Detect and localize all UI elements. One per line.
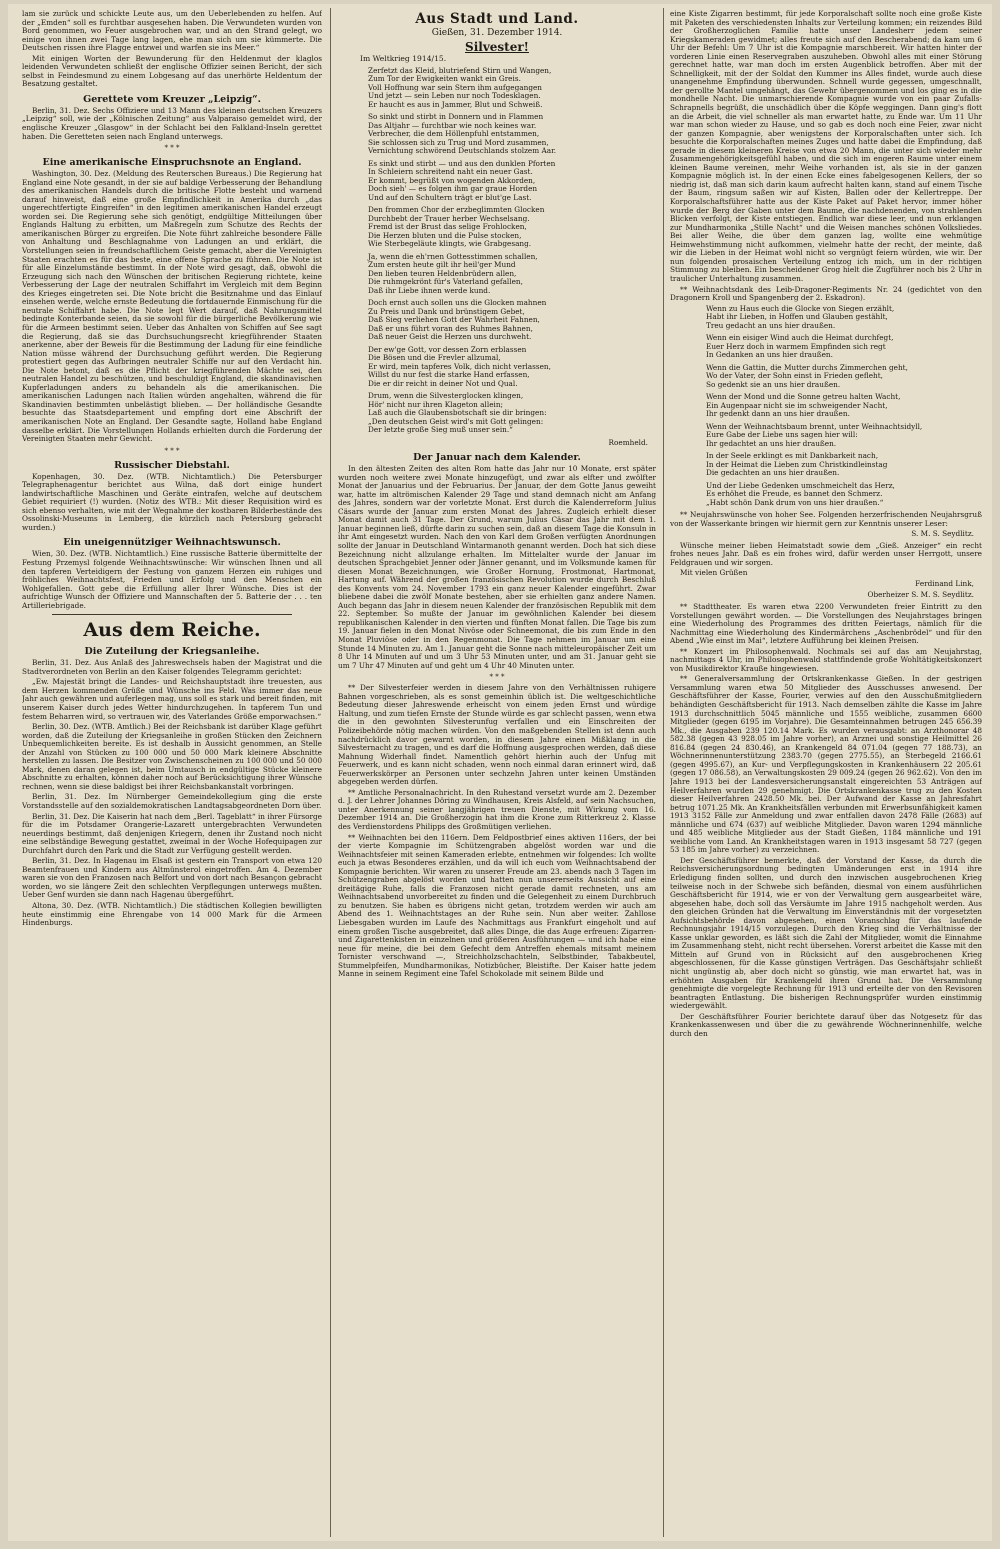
greeting: Mit vielen Grüßen [680, 568, 748, 578]
poem-line: Er haucht es aus in Jammer, Blut und Schweiß. [368, 99, 543, 109]
article-text: ** Der Silvesterfeier werden in diesem Jahre von den Verhältnissen ruhigere Bahnen vorgeschrieben, als es sonst gemeinhin üblich ist. Die weltgeschichtliche Bedeutung dieser Jahreswende erheischt von einem jeden Ernst und würdige Haltung, und zum tiefen Ernste der Stunde würde es gar schlecht passen, wenn etwa die in den gewohnten Silvesterunfug verfallen und ein Einschreiten der Polizeibehörde nötig machen würden. Von den maßgebenden Stellen ist denn auch nachdrücklich davor gewarnt worden, in diesem Jahre einen Mißklang in die Silvesternacht zu tragen, und es darf die Hoffnung ausgesprochen werden, daß diese Mahnung Widerhall findet. Namentlich gehört hierhin auch der Unfug mit Feuerwerk, und es kann nicht schaden, wenn noch einmal daran erinnert wird, daß Feuerwerkskörper an Personen unter sechzehn Jahren unter keinen Umständen abgegeben werden dürfen. [338, 683, 656, 787]
poem-line: Drum, wenn die Silvesterglocken klingen, [368, 391, 524, 401]
poem-line: Das Altjahr — furchtbar wie noch keines war. [368, 120, 537, 130]
separator: * * * [489, 673, 505, 682]
article-text: ** Weihnachtsdank des Leib-Dragoner-Regiments Nr. 24 (gedichtet von den Dragonern Kroll und Spangenberg der 2. Eskadron). [670, 284, 982, 303]
poem-stanza [706, 393, 976, 419]
article-text: Washington, 30. Dez. (Meldung des Reuterschen Bureaus.) Die Regierung hat England eine Note gesandt, in der sie auf baldige Verbesserung der Behandlung des amerikanischen Handels durch die britische Flotte besteht und warnend darauf hinweist, daß eine große Empfindlichkeit in Amerika durch „das ungerechtfertigte Eingreifen“ in den legitimen amerikanischen Handel erzeugt worden sei. Die Regierung sehe sich genötigt, endgültige Mitteilungen über Englands Haltung zu erbitten, um Maßregeln zum Schutze des Rechts der amerikanischen Bürger zu ergreifen. Die Note führt zahlreiche besondere Fälle von Anhaltung und Beschlagnahme von Ladungen an und erklärt, die Vorstellungen seien in freundschaftlichem Geiste gemacht, aber die Vereinigten Staaten erachten es für das beste, eine offene Sprache zu führen. Die Note ist für alle Einzelumstände bestimmt. In der Note wird gesagt, daß, obwohl die Erzeugung sich nach den Wünschen der britischen Regierung richtete, keine Verbesserung der Lage der neutralen Schiffahrt im Vergleich mit dem Beginn des Krieges eingetreten sei. Die Note bricht die Besitznahme und das Einlauf einsehen werde, welche ernste Bedeutung die fortdauernde Einmischung für die neutrale Schiffahrt habe. Die Note legt Wert darauf, daß Nahrungsmittel bedingte Konterbande seien, da sie sowohl für die bürgerliche Bevölkerung wie für die Armeen bestimmt seien. Ueber das Anhalten von Schiffen auf See sagt die Regierung, daß sie das Durchsuchungsrecht kriegführender Staaten anerkenne, aber der Beweis für die Bestimmung der Ladung für eine feindliche Nation müsse während der Durchsuchung geführt werden. Die Regierung protestiert gegen das Aufbringen neutraler Schiffe nur auf den Verdacht hin. Die Note betont, daß es die Pflicht der kriegführenden Mächte sei, den neutralen Handel zu beschützen, und beschuldigt England, die skandinavischen Kupferladungen anders zu behandeln als die amerikanischen. Die amerikanischen Ladungen nach Italien würden angehalten, während die für Skandinavien bestimmten unbelästigt blieben. — Der holländische Gesandte besuchte das Staatsdepartement und empfing dort eine Abschrift der amerikanischen Note an England. Der Gesandte sagte, Holland habe England dasselbe erklärt. Die Vorstellungen Hollands erhielten durch die Forderung der Vereinigten Staaten mehr Gewicht. [22, 169, 322, 444]
poem-author: Roemheld. [608, 437, 648, 447]
poem-line: Die Herzen bluten und die Pulse stocken, [368, 230, 522, 240]
poem-line: Wie Sterbegeläute klingts, wie Grabgesang. [368, 239, 532, 249]
poem-line: In Gedanken an uns hier draußen. [706, 350, 833, 360]
poem-line: So sinkt und stirbt in Donnern und in Flammen [368, 112, 544, 122]
article-text: Berlin, 31. Dez. In Hagenau im Elsaß ist gestern ein Transport von etwa 120 Beamtenfrauen und Kindern aus Altmünsterol eingetroffen. Am 4. Dezember waren sie von den Franzosen nach Belfort und von dort nach Besançon gebracht worden, wo sie längere Zeit den schlechten Verpflegungen unterwegs mußten. Ueber Genf wurden sie dann nach Hagenau übergeführt. [22, 856, 322, 900]
poem-line: Fremd ist der Brust das selige Frohlocken, [368, 222, 527, 232]
poem-line: Zum ersten heute gilt ihr heil'ger Mund [368, 260, 516, 270]
poem-stanza [368, 346, 650, 389]
poem-line: Ein Augenpaar nicht sie im schweigender Nacht, [706, 400, 888, 410]
poem-line: Der letzte große Sieg muß unser sein.“ [368, 425, 513, 435]
poem-line: In der Heimat die Lieben zum Christkindleinstag [706, 459, 888, 469]
poem-line: Verbrecher, die dem Höllenpfuhl entstammen, [368, 129, 540, 139]
headline-january: Der Januar nach dem Kalender. [413, 452, 581, 464]
poem-line: Voll Hoffnung war sein Stern ihm aufgegangen [368, 82, 543, 92]
poem-line: Daß ihr Liebe ihnen werde kund. [368, 285, 491, 295]
article-text: Berlin, 31. Dez. Im Nürnberger Gemeindekollegium ging die erste Vorstandsstelle auf den sozialdemokratischen Landtagsabgeordneten Dorn über. [22, 792, 322, 811]
poem-stanza [368, 392, 650, 435]
poem-line: Ihr gedenkt dann an uns hier draußen. [706, 409, 850, 419]
poem-line: Er wird, mein tapferes Volk, dich nicht verlassen, [368, 361, 551, 371]
poem-line: Wenn die Gattin, die Mutter durchs Zimmerchen geht, [706, 362, 908, 372]
poem-stanza [706, 423, 976, 449]
article-text: ** Konzert im Philosophenwald. Nochmals sei auf das am Neujahrstag, nachmittags 4 Uhr, im Philosophenwald stattfindende große Wohltätigkeitskonzert von Musikdirektor Krauße hingewiesen. [670, 646, 982, 673]
poem-line: Sie schlossen sich zu Trug und Mord zusammen, [368, 137, 549, 147]
poem-line: Daß neuer Geist die Herzen uns durchweht. [368, 332, 532, 342]
poem-line: Es sinkt und stirbt — und aus den dunklen Pforten [368, 158, 556, 168]
poem-stanza [368, 253, 650, 296]
article-text: ** Generalversammlung der Ortskrankenkasse Gießen. In der gestrigen Versammlung waren etwa 50 Mitglieder des Ausschusses anwesend. Der Geschäftsführer der Kasse, Fourier, verwies auf den den Ausschußmitgliedern behändigten Geschäftsbericht für 1913. Nach demselben zählte die Kasse im Jahre 1913 durchschnittlich 5045 männliche und 1555 weibliche, zusammen 6600 Mitglieder (gegen 6195 im Vorjahre). Die Gesamteinnahmen betrugen 245 656.39 Mk., die Ausgaben 239 120.14 Mark. Es wurden verausgabt: an Arzthonorar 48 582.38 (gegen 43 928.05 im Jahre vorher), an Arznei und sonstige Heilmittel 26 816.84 (gegen 24 830.46), an Krankengeld 84 071.04 (gegen 77 188.73), an Wöchnerinnenunterstützung 2383.70 (gegen 2775.55), an Sterbegeld 2166.61 (gegen 4995.67), an Kur- und Verpflegungskosten in Krankenhäusern 22 205.61 (gegen 17 086.58), an Verwaltungskosten 29 009.24 (gegen 26 962.62). Von den im Jahre 1913 bei der Landesversicherungsanstalt eingereichten 53 Anträgen auf Heilverfahren wurden 29 genehmigt. Die Ortskrankenkasse trug zu den Kosten dieser Heilverfahren 2428.50 Mk. bei. Der Aufwand der Kasse an Jahresfahrt betrug 1071.25 Mk. An Krankheitsfällen verbunden mit Erwerbsunfähigkeit kamen 1913 3152 Fälle zur Anmeldung und zwar entfallen davon 2478 Fälle (2683) auf männliche und 674 (637) auf weibliche Mitglieder. Davon waren 1294 männliche und 485 weibliche Mitglieder aus der Stadt Gießen, 1184 männliche und 191 weibliche vom Land. An Krankheitstagen waren in 1913 insgesamt 58 727 (gegen 53 185 im Jahre vorher) zu verzeichnen. [670, 674, 982, 855]
poem-line: Wenn ein eisiger Wind auch die Heimat durchfegt, [706, 333, 894, 343]
poem-line: In der Seele erklingt es mit Dankbarkeit nach, [706, 451, 879, 461]
sender-name: Ferdinand Link, [915, 578, 974, 588]
article-text: Kopenhagen, 30. Dez. (WTB. Nichtamtlich.) Die Petersburger Telegraphenagentur berichtet aus Wilna, daß dort einige hundert landwirtschaftliche Maschinen und Geräte eintrafen, welche auf deutschem Gebiet requiriert (!) wurden. (Notiz des WTB.: Mit dieser Requisition wird es sich ebenso verhalten, wie mit der Wegnahme der kostbaren Bilderbestände des Ossolinski-Museums in Lemberg, die kürzlich nach Petersburg gebracht wurden.) [22, 471, 322, 532]
headline-protest-note: Eine amerikanische Einspruchsnote an England. [42, 157, 302, 169]
poem-line: Eure Gabe der Liebe uns sagen hier will: [706, 430, 858, 440]
article-text: ** Stadttheater. Es waren etwa 2200 Verwundeten freier Eintritt zu den Vorstellungen gewährt worden. — Die Vorstellungen des Neujahrstages bringen eine Wiederholung des Programmes des dritten Feiertags, nämlich für die Nachmittag eine Wiederholung des Kindermärchens „Aschenbrödel“ und für den Abend „Wie einst im Mai“, letztere Aufführung bei kleinen Preisen. [670, 602, 982, 646]
separator: * * * [164, 144, 180, 153]
poem-stanza [706, 482, 976, 508]
article-text: Berlin, 31. Dez. Sechs Offiziere und 13 Mann des kleinen deutschen Kreuzers „Leipzig“ soll, wie der „Kölnischen Zeitung“ aus Valparaiso gemeldet wird, der englische Kreuzer „Glasgow“ in der Schlacht bei den Falkland-Inseln gerettet haben. Die Geretteten seien nach England unterwegs. [22, 105, 322, 141]
poem-line: Wenn der Weihnachtsbaum brennt, unter Weihnachtsidyll, [706, 421, 923, 431]
poem-stanza [368, 206, 650, 249]
poem-line: Und auf den Schultern trägt er blut'ge Last. [368, 192, 532, 202]
poem-line: Vernichtung schwörend Deutschlands stolzem Aar. [368, 146, 557, 156]
headline-christmas-wish: Ein uneigennütziger Weihnachtswunsch. [63, 537, 281, 549]
article-text: ** Neujahrswünsche von hoher See. Folgenden herzerfrischenden Neujahrsgruß von der Wasserkante bringen wir hiermit gern zur Kenntnis unserer Leser: [670, 510, 982, 528]
article-text: Der Geschäftsführer Fourier berichtete darauf über das Notgesetz für das Krankenkassenwesen und über die zu gewährende Wöchnerinnenhilfe, welche durch den [670, 1011, 982, 1038]
article-text: Altona, 30. Dez. (WTB. Nichtamtlich.) Die städtischen Kollegien bewilligten heute einstimmig eine Ehrengabe von 14 000 Mark für die Armeen Hindenburgs. [22, 901, 322, 928]
dateline: Gießen, 31. Dezember 1914. [431, 28, 563, 38]
poem-title: Silvester! [465, 40, 529, 54]
poem-line: Es erhöhet die Freude, es bannet den Schmerz. [706, 489, 883, 499]
poem-stanza [706, 305, 976, 331]
poem-line: So gedenkt sie an uns hier draußen. [706, 379, 841, 389]
poem-line: Habt ihr Lieben, in Hoffen und Glauben gestählt, [706, 312, 888, 322]
poem-stanza [368, 113, 650, 156]
poem-line: Durchbebt der Trauer herber Wechselsang. [368, 213, 530, 223]
separator: * * * [164, 446, 180, 455]
article-text: Der Geschäftsführer bemerkte, daß der Vorstand der Kasse, da durch die Reichsversicherungsordnung bedingten Umänderungen erst in 1914 ihre Erledigung finden sollten, und durch den inzwischen ausgebrochenen Krieg teilweise noch in der Schwebe sich befänden, diesmal von einem ausführlichen Geschäftsbericht für 1914, wie er von der Verwaltung gern ausgearbeitet wäre, abgesehen habe, doch soll das Versäumte im Jahre 1915 nachgeholt werden. Aus den gleichen Gründen hat die Verwaltung im Einverständnis mit der vorgesetzten Aufsichtsbehörde davon abgesehen, einen Voranschlag für das laufende Rechnungsjahr 1914/15 vorzulegen. Durch den Krieg sind die Verhältnisse der Kasse unklar geworden, es läßt sich die Zahl der Mitglieder, womit die Einnahme im Zusammenhang steht, nicht recht übersehen. Vorerst arbeitet die Kasse mit den Mitteln auf Grund von in Rücksicht auf den ausgebrochenen Krieg abgeschlossenen, für die Kasse günstigen Verträgen. Das Geschäftsjahr schließt nicht ungünstig ab, aber doch nicht so günstig, wie man erwartet hat, was in erhöhten Ausgaben für Krankengeld ihren Grund hat. Die Versammlung genehmigte die vorgelegte Rechnung für 1913 und erteilte der von den Revisoren beantragten Entlastung. Die bisherigen Rechnungsprüfer wurden einstimmig wiedergewählt. [670, 855, 982, 1011]
poem-line: „Den deutschen Geist wird's mit Gott gelingen: [368, 416, 544, 426]
poem-line: Laß auch die Glaubensbotschaft sie dir bringen: [368, 408, 547, 418]
poem-line: Wenn zu Haus euch die Glocke von Siegen erzählt, [706, 303, 895, 313]
poem-line: Zum Tor der Ewigkeiten wankt ein Greis. [368, 74, 521, 84]
article-text: ** Weihnachten bei den 116ern. Dem Feldpostbrief eines aktiven 116ers, der bei der vierte Kompagnie im Schützengraben abgelöst worden war und die Weihnachtsfeier mit seinen Kameraden erlebte, entnehmen wir folgendes: Ich wollte euch ja etwas Besonderes erzählen, und da will ich euch vom Weihnachtsabend der Kompagnie berichten. Wir waren zu unserer Freude am 23. abends nach 3 Tagen im Schützengraben abgelöst worden und hatten nun unsererseits Aussicht auf eine dreitägige Ruhe, falls die Franzosen nicht gerade damit rechneten, uns am Weihnachtsabend unvorbereitet zu finden und die Gelegenheit zu einem Durchbruch zu benutzen. Sie haben es übrigens nicht getan, trotzdem werden wir auch am Abend des 1. Weihnachtstages an der Ruhe sein. Nun aber weiter. Zahllose Liebesgaben wurden im Laufe des Nachmittags aus Frankfurt eingeholt und auf einem großen Tische ausgebreitet, daß alles Dinge, die das Auge erfreuen: Zigarren- und Zigarettenkisten in einzelnen und größeren Ausführungen — und ich habe eine neue für meine, die bei dem Gefecht dem Antreffen ehemals mitsamt meinem Tornister verschwand —, Streichholzschachteln, Selbstbinder, Tabakbeutel, Stummelpfeifen, Mundharmonikas, Notizbücher, Bleistifte. Der Kaiser hatte jedem Manne in seinem Regiment eine Tafel Schokolade mit seinem Bilde und [338, 832, 656, 979]
article-text: Berlin, 31. Dez. Aus Anlaß des Jahreswechsels haben der Magistrat und die Stadtverordneten von Berlin an den Kaiser folgendes Telegramm gerichtet: [22, 658, 322, 676]
article-text: Wien, 30. Dez. (WTB. Nichtamtlich.) Eine russische Batterie übermittelte der Festung Przemysl folgende Weihnachtswünsche: Wir wünschen Ihnen und all den tapferen Verteidigern der Festung von ganzem Herzen ein ruhiges und fröhliches Weihnachtsfest, Frieden und Erfolg und den Menschen ein Wohlgefallen. Gott gebe die Erfüllung aller Ihrer Wünsche. Dies ist der aufrichtige Wunsch der Offiziere und Mannschaften der 5. Batterie der . . . ten Artilleriebrigade. [22, 549, 322, 610]
poem-line: Zu Preis und Dank und brünstigem Gebet, [368, 306, 525, 316]
poem-line: Doch ernst auch sollen uns die Glocken mahnen [368, 298, 547, 308]
poem-line: Und der Liebe Gedenken umschmeichelt das Herz, [706, 480, 895, 490]
headline-theft: Russischer Diebstahl. [114, 459, 230, 471]
poem-line: Ihr gedachtet an uns hier draußen. [706, 438, 837, 448]
poem-dragoner [706, 305, 976, 508]
article-text: Berlin, 31. Dez. Die Kaiserin hat nach dem „Berl. Tageblatt“ in ihrer Fürsorge für die im Potsdamer Orangerie-Lazarett untergebrachten Verwundeten neuerdings bestimmt, daß denjenigen Kriegern, denen ihr Zustand noch nicht eine selbständige Bewegung gestattet, zweimal in der Woche Hofequipagen zur Durchfahrt durch den Park und die Stadt zur Verfügung gestellt werden. [22, 811, 322, 855]
poem-line: Den lieben teuren Heldenbrüdern allen, [368, 268, 517, 278]
poem-line: Hör' nicht nur ihren Klageton allein; [368, 399, 504, 409]
poem-stanza [368, 299, 650, 342]
poem-stanza [706, 334, 976, 360]
poem-line: Die gedachten an uns hier draußen. [706, 468, 840, 478]
ship-name: S. M. S. Seydlitz. [911, 529, 974, 539]
article-text: lam sie zurück und schickte Leute aus, um den Ueberlebenden zu helfen. Auf der „Emden“ soll es furchtbar ausgesehen haben. Die Verwundeten wurden von Bord genommen, wo Feuer ausgebrochen war, und an den Strand gelegt, wo einige von ihnen zwei Tage lang lagen, ehe man sich um sie kümmerte. Die Deutschen rissen ihre Flagge entzwei und warfen sie ins Meer.“ [22, 10, 322, 53]
poem-line: Die ruhmgekrönt für's Vaterland gefallen, [368, 277, 523, 287]
poem-line: Daß Sieg verliehen Gott der Wahrheit Fahnen, [368, 315, 540, 325]
poem-line: Treu gedacht an uns hier draußen. [706, 320, 836, 330]
article-text: „Ew. Majestät bringt die Landes- und Reichshauptstadt ihre treuesten, aus dem Herzen kommenden Grüße und Wünsche ins Feld. Was immer das neue Jahr auch gewähren und auferlegen mag, uns soll es stark und bereit finden, mit unserem Kaiser durch jedes Wetter hindurchzugehen. In tapferem Tun und festem Beharren wird, so vertrauen wir, des Vaterlandes Größe emporwachsen.“ [22, 677, 322, 721]
sender-rank: Oberheizer S. M. S. Seydlitz. [867, 590, 974, 600]
article-text: Berlin, 30. Dez. (WTB. Amtlich.) Bei der Reichsbank ist darüber Klage geführt worden, daß die Zuteilung der Kriegsanleihe in großen Stücken den Zeichnern Unbequemlichkeiten bereite. Es ist deshalb in Aussicht genommen, an Stelle der Anzahl von Stücken zu 100 000 und 50 000 Mark kleinere Abschnitte herstellen zu lassen. Die Besitzer von Zwischenscheinen zu 100 000 und 50 000 Mark, denen daran gelegen ist, beim Umtausch in endgültige Stücke kleinere Abschnitte zu erhalten, können daher noch auf Berücksichtigung ihrer Wünsche rechnen, wenn sie diese baldigst bei ihrer Reichsbankanstalt vorbringen. [22, 722, 322, 791]
column-2 [338, 10, 656, 1535]
article-text: ** Amtliche Personalnachricht. In den Ruhestand versetzt wurde am 2. Dezember d. J. der Lehrer Johannes Döring zu Windhausen, Kreis Alsfeld, auf sein Nachsuchen, unter Anerkennung seiner langjährigen treuen Dienste, mit Wirkung vom 16. Dezember 1914 an. Die Großherzogin hat ihm die Krone zum Ritterkreuz 2. Klasse des Verdienstordens Philipps des Großmütigen verliehen. [338, 787, 656, 831]
poem-stanza [706, 364, 976, 390]
poem-line: Euer Herz doch in warmem Empfinden sich regt [706, 341, 886, 351]
column-3 [670, 10, 982, 1535]
poem-line: Der ew'ge Gott, vor dessen Zorn erblassen [368, 344, 527, 354]
poem-line: Doch sieh' — es folgen ihm gar graue Horden [368, 184, 538, 194]
poem-subtitle: Im Weltkrieg 1914/15. [360, 54, 447, 63]
poem-stanza [368, 160, 650, 203]
headline-war-loan: Die Zuteilung der Kriegsanleihe. [84, 646, 260, 658]
poem-line: Wenn der Mond und die Sonne getreu halten Wacht, [706, 392, 901, 402]
poem-line: Wo der Vater, der Sohn einst in Frieden gefleht, [706, 371, 883, 381]
poem-line: Ja, wenn die eh'rnen Gottesstimmen schallen, [368, 251, 538, 261]
section-title-stadt-land: Aus Stadt und Land. [415, 11, 579, 27]
headline-leipzig: Gerettete vom Kreuzer „Leipzig“. [83, 93, 261, 105]
article-text: Mit einigen Worten der Bewunderung für den Heldenmut der klaglos leidenden Verwundeten schließt der englische Offizier seinen Bericht, der sich selbst in Feindesmund zu einem Lobgesang auf das unerhörte Heldentum der Besatzung gestaltet. [22, 53, 322, 89]
poem-stanza [368, 67, 650, 110]
column-1 [22, 10, 322, 1535]
poem-silvester [368, 67, 650, 435]
poem-line: Die er dir reicht in deiner Not und Qual. [368, 378, 518, 388]
article-text: In den ältesten Zeiten des alten Rom hatte das Jahr nur 10 Monate, erst später wurden noch weitere zwei Monate hinzugefügt, und zwar als elfter und zwölfter Monat der Januarius und der Februarius. Der Januar, der dem Gotte Janus geweiht war, hatte im altrömischen Kalender 29 Tage und stand demnach nicht am Anfang des Jahres, sondern war der vorletzte Monat. Erst durch die Kalenderreform Julius Cäsars wurde der Januar zum ersten Monat des Jahres. Zugleich erhielt dieser Monat damit auch 31 Tage. Der Grund, warum Julius Cäsar das Jahr mit dem 1. Januar beginnen ließ, dürfte darin zu suchen sein, daß an diesem Tage die Konsuln in ihr Amt eingesetzt wurden. Nach den von Karl dem Großen verfügten Anordnungen sollte der Januar in Deutschland Wintarmanoth genannt werden. Doch hat sich diese Bezeichnung nicht allzulange erhalten. Im Mittelalter wurde der Januar im deutschen Sprachgebiet Jenner oder Jänner genannt, und im Volksmunde kamen für diesen Monat Bezeichnungen, wie Großer Hornung, Frostmonat, Hartmonat, Hartung auf. Während der großen französischen Revolution wurde durch Beschluß des Konvents vom 24. November 1793 ein ganz neuer Kalender eingeführt. Zwar bliebene dabei die zwölf Monate bestehen, aber sie erhielten ganz andere Namen. Auch begann das Jahr in diesem neuen Kalender der französischen Republik mit dem 22. September. So mußte der Januar im gewöhnlichen Kalender bei diesem republikanischen Kalender in den vierten und fünften Monat fallen. Die Tage bis zum 19. Januar fielen in den Monat Nivôse oder Schneemonat, die bis zum Ende in den Monat Pluviôse oder in den Regenmonat. Die Tage nehmen im Januar um eine Stunde 14 Minuten zu. Am 1. Januar geht die Sonne nach mitteleuropäischer Zeit um 8 Uhr 14 Minuten auf und um 3 Uhr 53 Minuten unter, und am 31. Januar geht sie um 7 Uhr 47 Minuten auf und geht um 4 Uhr 40 Minuten unter. [338, 464, 656, 670]
newspaper-page [8, 4, 992, 1541]
poem-line: Willst du nur fest die starke Hand erfassen, [368, 370, 530, 380]
poem-stanza [706, 452, 976, 478]
poem-line: „Habt schön Dank drum von uns hier draußen.“ [706, 497, 884, 507]
section-title-reich: Aus dem Reiche. [83, 619, 261, 642]
column-rule [330, 8, 331, 1537]
poem-line: Den frommen Chor der erzbeglimmten Glocken [368, 205, 545, 215]
column-rule [663, 8, 664, 1537]
poem-line: Zerfetzt das Kleid, blutriefend Stirn und Wangen, [368, 65, 552, 75]
poem-line: Daß er uns führt voran des Ruhmes Bahnen, [368, 323, 533, 333]
poem-line: Die Bösen und die Frevler allzumal, [368, 353, 501, 363]
article-text: Wünsche meiner lieben Heimatstadt sowie dem „Gieß. Anzeiger“ ein recht frohes neues Jahr. Daß es ein frohes wird, dafür werden unser Herrgott, unsere Feldgrauen und wir sorgen. [670, 540, 982, 567]
article-text: eine Kiste Zigarren bestimmt, für jede Korporalschaft sollte noch eine große Kiste mit Paketen des verschiedensten Inhalts zur Verteilung kommen; ein reizendes Bild der Großherzoglichen Familie hatte unser Landesherr jedem seiner Kriegskameraden gewidmet; alles freute sich auf den Bescherabend; da kam um 6 Uhr der Befehl: Um 7 Uhr ist die Kompagnie marschbereit. Wir hatten hinter der vorderen Linie einen Reservegraben auszuheben. Obwohl alles mit einer Störung gerechnet hatte, war man doch im ersten Augenblick betroffen. Aber mit der Schnelligkeit, mit der der Soldat den Kummer ins Alles findet, wurde auch diese unangenehme Empfindung überwunden. Schnell wurde gegessen, umgeschnallt, der gerollte Mantel umgehängt, das Gewehr übergenommen und los ging es in die mondhelle Nacht. Die unmarschierende Kompagnie wurde von ein paar Zufalls-Schrapnells begrüßt, die unschädlich über die Köpfe weggingen. Dann ging's flott an die Arbeit, die viel schneller als man erwartet hatte, zu Ende war. Um 11 Uhr war man schon wieder zu Hause, und so gab es doch noch eine Feier, zwar nicht der ganzen Kompagnie, aber wenigstens der Korporalschaften unter sich. Ich besuchte die Korporalschaften meines Zuges und hatte dabei die Empfindung, daß gerade in diesem kleineren Kreise von etwa 20 Mann, die unter sich wieder mehr Zusammengehörigkeitsgefühl haben, und die sich im engeren Raume unter einem kleinen Baume vereinen, mehr Weihe vorhanden ist, als sie in der ganzen Kompagnie möglich ist. In der einen Ecke eines fabelgesogenen Kellers, der so niedrig ist, daß man sich darin kaum aufrecht halten kann, stand auf einem Tische der Baum, ringsum saßen wir auf Kisten, Ballen oder der Kellertreppe. Der Korporalschaftsführer hatte aus der Kiste Paket auf Paket hervor, immer höher wurde der Berg der Gaben unter dem Baume, die nachdenenden, von strahlenden Blicken verfolgt, der Kiste entstiegen. Endlich war diese leer, und nun erklangen zur Mundharmonika „Stille Nacht“ und die Weisen manches schönen Volksliedes. Bei aller Weihe, die über dem ganzen lag, wollte eine wehmütige Heimwehstimmung nicht aufkommen, vielmehr hatte der recht, der meinte, daß wir die Lieben in der Heimat wohl nicht so vergnügt feiern würden, wie wir. Der nun folgenden prosaischen Verteilung entzog ich mich, um in der richtigen Stimmung zu bleiben. Ein bescheidener Grog hielt die Zugführer noch bis 2 Uhr in traulicher Unterhaltung zusammen. [670, 10, 982, 283]
divider [52, 614, 292, 615]
poem-line: Er kommt, begrüßt von wogenden Akkorden, [368, 175, 536, 185]
poem-line: Und jetzt — sein Leben nur noch Todesklagen. [368, 91, 541, 101]
poem-line: In Schleiern schreitend naht ein neuer Gast. [368, 167, 533, 177]
